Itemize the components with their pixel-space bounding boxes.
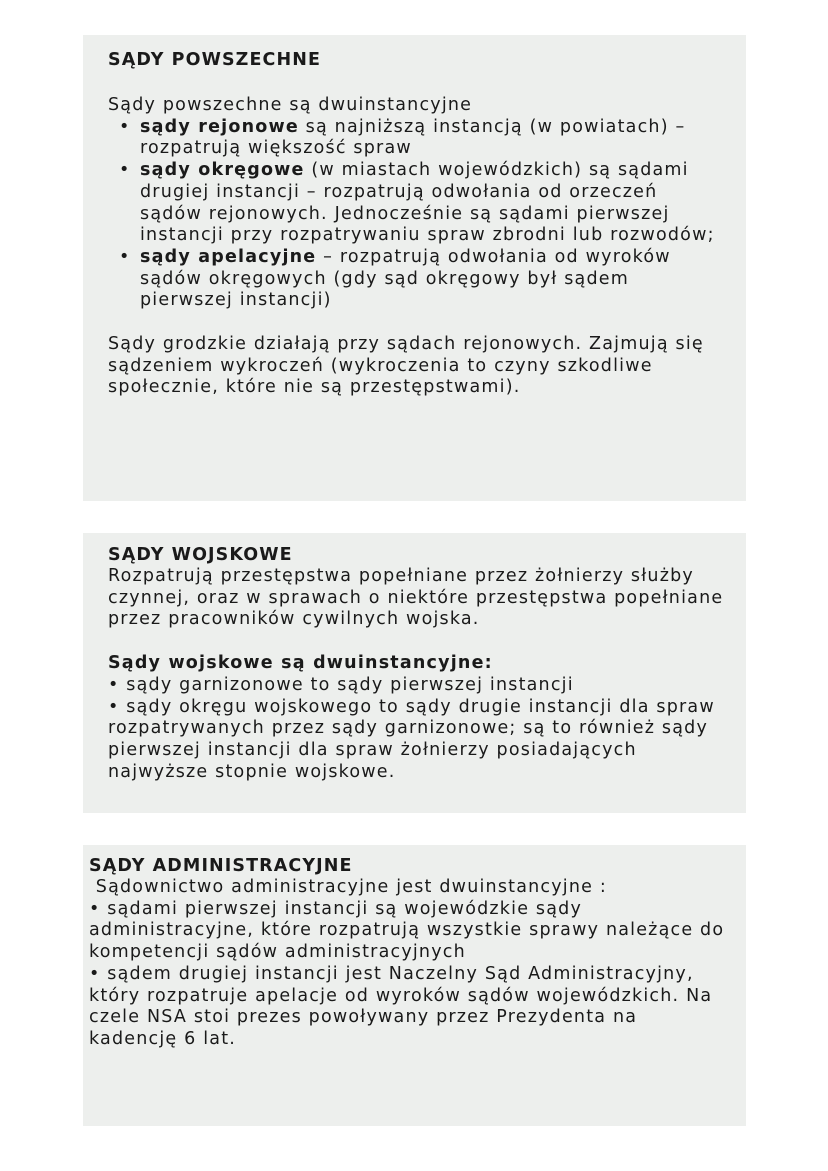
card-sady-wojskowe bbox=[83, 533, 746, 813]
point-okregu-wojskowego: • sądy okręgu wojskowego to sądy drugie instancji dla spraw rozpatrywanych przez sądy garnizonowe; są to również sądy pierwszej instancji dla spraw żołnierzy posiadających najwyższe stopnie wojskowe. bbox=[108, 696, 715, 782]
intro-administracyjne: Sądownictwo administracyjne jest dwuinstancyjne : bbox=[89, 877, 607, 897]
intro-powszechne: Sądy powszechne są dwuinstancyjne bbox=[108, 95, 473, 115]
section-title-powszechne: SĄDY POWSZECHNE bbox=[108, 50, 322, 70]
bullet-icon: • bbox=[119, 160, 131, 181]
desc-sady-rejonowe: są najniższą instancją (w powiatach) – rozpatrują większość spraw bbox=[140, 116, 686, 159]
section-title-administracyjne: SĄDY ADMINISTRACYJNE bbox=[89, 856, 353, 876]
list-powszechne bbox=[108, 117, 724, 312]
term-sady-apelacyjne: sądy apelacyjne bbox=[140, 246, 317, 267]
term-sady-rejonowe: sądy rejonowe bbox=[140, 116, 299, 137]
section-title-wojskowe: SĄDY WOJSKOWE bbox=[108, 545, 293, 565]
desc-sady-okregowe: (w miastach wojewódzkich) są sądami drugiej instancji – rozpatrują odwołania od orzeczeń sądów rejonowych. Jednocześnie są sądami pierwszej instancji przy rozpatrywaniu spraw zbrodni lub rozwodów; bbox=[140, 160, 715, 246]
list-item bbox=[108, 117, 724, 160]
list-item bbox=[108, 160, 724, 247]
subheading-wojskowe-text: Sądy wojskowe są dwuinstancyjne: bbox=[108, 653, 493, 674]
desc-sady-apelacyjne: – rozpatrują odwołania od wyroków sądów okręgowych (gdy sąd okręgowy był sądem pierwszej instancji) bbox=[140, 246, 671, 311]
point-garnizonowe: • sądy garnizonowe to sądy pierwszej instancji bbox=[108, 674, 574, 695]
paragraph-sady-grodzkie: Sądy grodzkie działają przy sądach rejonowych. Zajmują się sądzeniem wykroczeń (wykroczenia to czyny szkodliwe społecznie, które nie są przestępstwami). bbox=[108, 334, 704, 398]
list-item bbox=[108, 247, 724, 312]
point-nsa: • sądem drugiej instancji jest Naczelny Sąd Administracyjny, który rozpatruje apelacje od wyroków sądów wojewódzkich. Na czele NSA stoi prezes powoływany przez Prezydenta na kadencję 6 lat. bbox=[89, 963, 713, 1049]
card-sady-powszechne bbox=[83, 35, 746, 501]
bullet-icon: • bbox=[119, 116, 131, 137]
card-sady-administracyjne bbox=[83, 845, 746, 1126]
bullet-icon: • bbox=[119, 246, 131, 267]
point-wojewodzkie: • sądami pierwszej instancji są wojewódzkie sądy administracyjne, które rozpatrują wszystkie sprawy należące do kompetencji sądów administracyjnych bbox=[89, 898, 725, 963]
description-wojskowe: Rozpatrują przestępstwa popełniane przez żołnierzy służby czynnej, oraz w sprawach o niektóre przestępstwa popełniane przez pracowników cywilnych wojska. bbox=[108, 566, 724, 630]
subheading-wojskowe bbox=[108, 653, 724, 675]
term-sady-okregowe: sądy okręgowe bbox=[140, 160, 305, 181]
